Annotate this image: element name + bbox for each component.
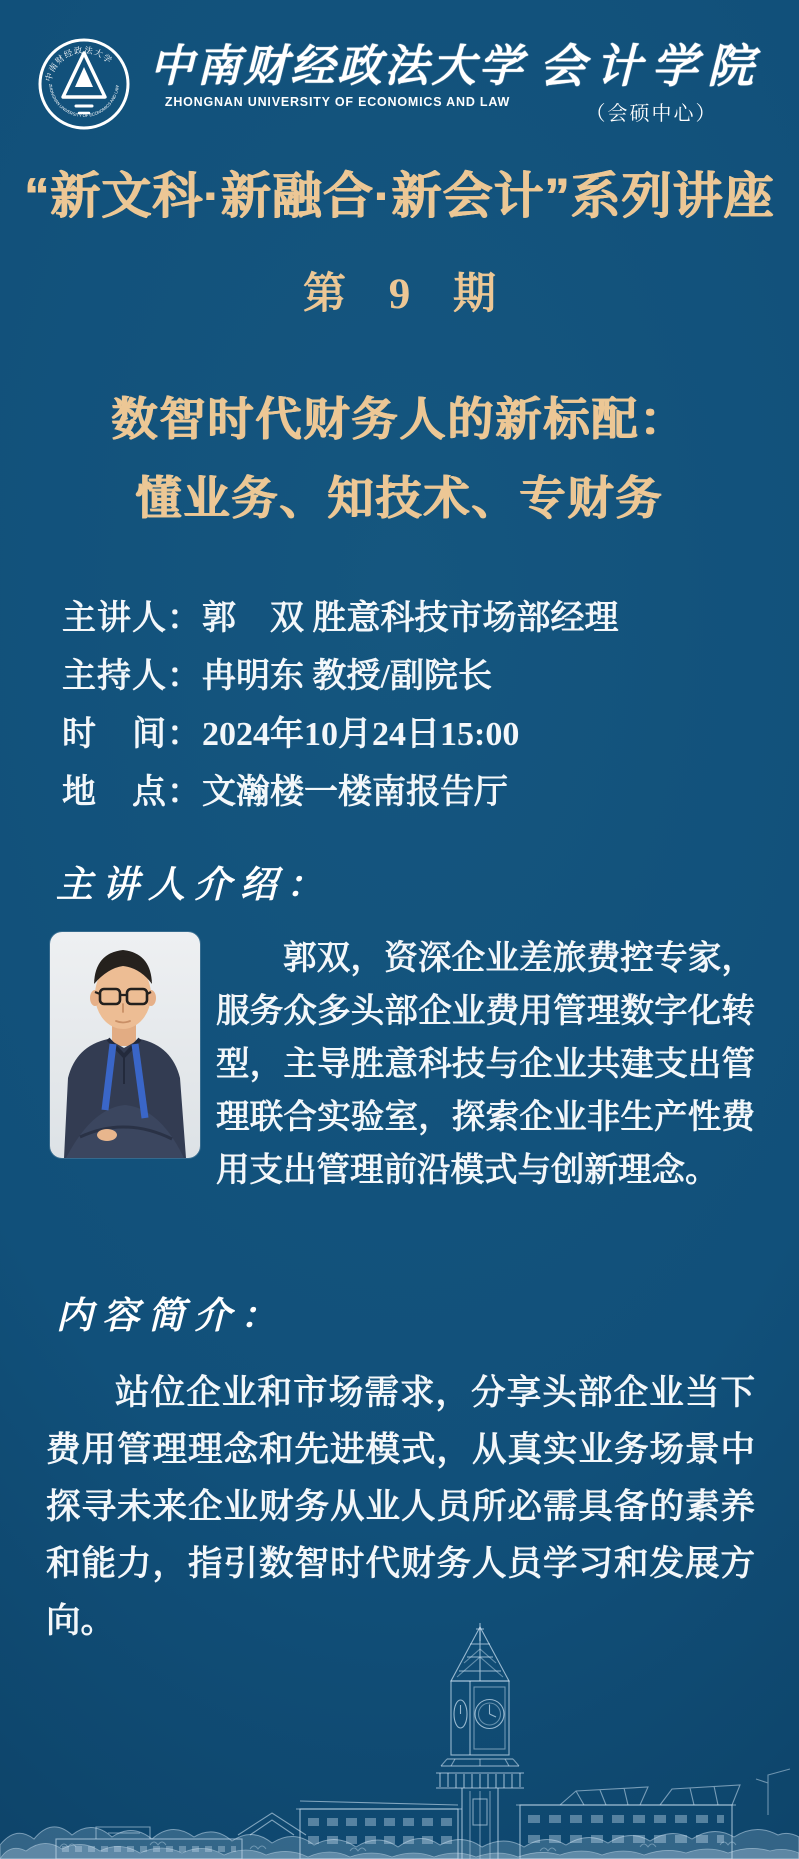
lecture-title-line2: 懂业务、知技术、专财务 bbox=[135, 472, 664, 524]
header bbox=[0, 36, 799, 132]
lecture-title bbox=[0, 380, 799, 538]
series-issue-number: 第 9 期 bbox=[303, 271, 512, 318]
speaker-portrait-illustration bbox=[50, 932, 200, 1158]
speaker-block bbox=[50, 932, 755, 1197]
info-label: 主持人： bbox=[62, 658, 202, 695]
campus-clock-tower-sketch bbox=[0, 1619, 799, 1859]
university-name-en: ZHONGNAN UNIVERSITY OF ECONOMICS AND LAW bbox=[164, 94, 511, 109]
info-row-host bbox=[62, 648, 799, 706]
seal-arc-text-zh: 中南财经政法大学 bbox=[42, 44, 115, 83]
info-label: 地 点： bbox=[62, 774, 202, 811]
series-title: “新文科·新融合·新会计”系列讲座 bbox=[24, 168, 775, 224]
center-label: （会硕中心） bbox=[585, 102, 718, 125]
content-intro-heading: 内容简介： bbox=[56, 1296, 286, 1337]
info-label: 时 间： bbox=[62, 716, 202, 753]
info-value: 郭 双 胜意科技市场部经理 bbox=[202, 600, 619, 637]
college-name: 会计学院 bbox=[539, 40, 764, 92]
info-value: 文瀚楼一楼南报告厅 bbox=[202, 774, 508, 811]
info-value: 2024年10月24日15:00 bbox=[202, 716, 520, 753]
content-intro-text: 站位企业和市场需求，分享头部企业当下费用管理理念和先进模式，从真实业务场景中探寻未来企业财务从业人员所必需具备的素养和能力，指引数智时代财务人员学习和发展方向。 bbox=[46, 1374, 755, 1640]
info-value: 冉明东 教授/副院长 bbox=[202, 658, 492, 695]
brand-lockup bbox=[149, 40, 764, 126]
seal-arc-text-en: ZHONGNAN UNIVERSITY OF ECONOMICS AND LAW bbox=[47, 83, 120, 118]
speaker-photo bbox=[50, 932, 200, 1158]
info-row-time bbox=[62, 706, 799, 764]
university-seal-icon bbox=[36, 36, 132, 132]
info-row-location bbox=[62, 764, 799, 822]
lecture-title-line1: 数智时代财务人的新标配： bbox=[111, 393, 688, 445]
info-label: 主讲人： bbox=[62, 600, 202, 637]
lecture-info-list bbox=[62, 590, 799, 822]
info-row-speaker bbox=[62, 590, 799, 648]
speaker-bio-text: 郭双，资深企业差旅费控专家，服务众多头部企业费用管理数字化转型，主导胜意科技与企业共建支出管理联合实验室，探索企业非生产性费用支出管理前沿模式与创新理念。 bbox=[216, 940, 755, 1189]
speaker-intro-heading: 主讲人介绍： bbox=[56, 865, 332, 906]
university-name-zh: 中南财经政法大学 bbox=[149, 41, 526, 91]
